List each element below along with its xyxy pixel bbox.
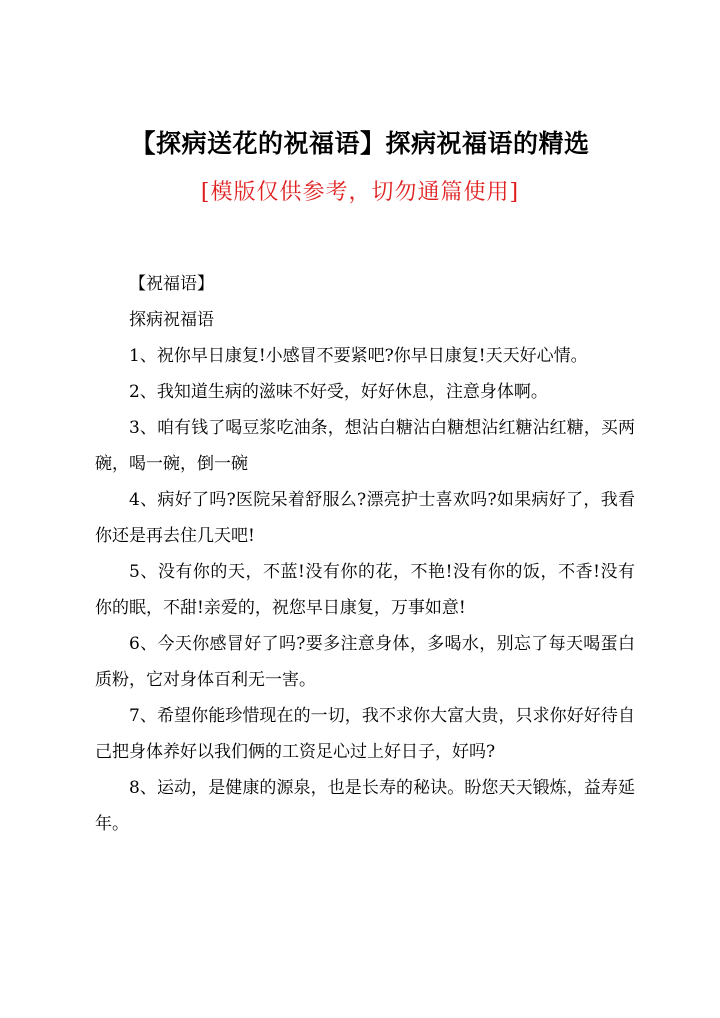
template-notice: [模版仅供参考，切勿通篇使用]: [200, 180, 520, 205]
intro-line: 探病祝福语: [129, 310, 214, 330]
blessing-item-3: 3、咱有钱了喝豆浆吃油条，想沾白糖沾白糖想沾红糖沾红糖，买两碗，喝一碗，倒一碗: [95, 418, 635, 474]
blessing-item-7: 7、希望你能珍惜现在的一切，我不求你大富大贵，只求你好好待自己把身体养好以我们俩的工资足心过上好日子，好吗?: [95, 706, 635, 762]
section-heading: 【祝福语】: [129, 274, 214, 294]
blessing-item-5: 5、没有你的天，不蓝!没有你的花，不艳!没有你的饭，不香!没有你的眠，不甜!亲爱的，祝您早日康复，万事如意!: [95, 562, 635, 618]
blessing-item-2: 2、我知道生病的滋味不好受，好好休息，注意身体啊。: [129, 382, 548, 402]
document-body: [95, 266, 635, 842]
blessing-item-1: 1、祝你早日康复!小感冒不要紧吧?你早日康复!天天好心情。: [129, 346, 588, 366]
blessing-item-8: 8、运动，是健康的源泉，也是长寿的秘诀。盼您天天锻炼，益寿延年。: [95, 778, 635, 834]
blessing-item-4: 4、病好了吗?医院呆着舒服么?漂亮护士喜欢吗?如果病好了，我看你还是再去住几天吧!: [95, 490, 635, 546]
document-title: 【探病送花的祝福语】探病祝福语的精选: [130, 129, 590, 158]
blessing-item-6: 6、今天你感冒好了吗?要多注意身体，多喝水，别忘了每天喝蛋白质粉，它对身体百利无一害。: [95, 634, 635, 690]
